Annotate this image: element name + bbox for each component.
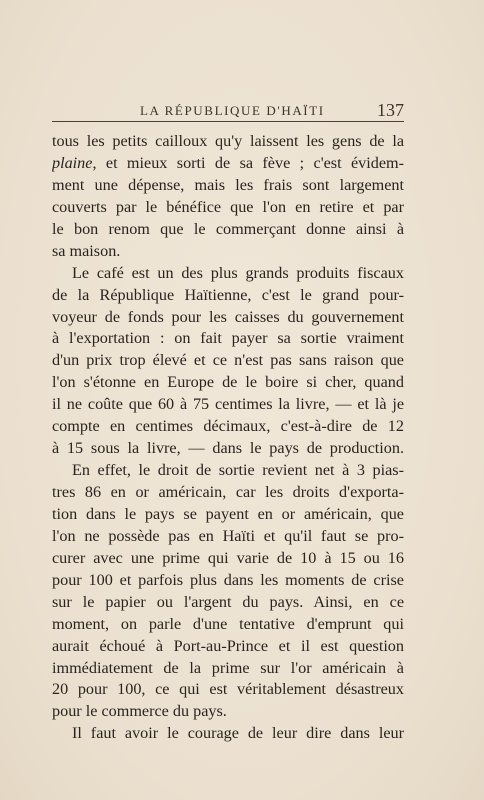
text-line <box>52 307 404 329</box>
text-segment: sur le papier ou l'argent du pays. Ainsi, en ce <box>52 592 404 611</box>
text-line <box>52 592 404 614</box>
text-segment: il ne coûte que 60 à 75 centimes la livre, — et là je <box>52 395 404 414</box>
text-segment: 20 pour 100, ce qui est véritablement désastreux <box>52 680 404 699</box>
text-line <box>52 197 404 219</box>
text-line <box>52 504 404 526</box>
text-line <box>52 263 404 285</box>
text-segment: sa maison. <box>52 241 121 260</box>
text-segment: de la République Haïtienne, c'est le grand pour- <box>52 285 404 304</box>
text-line <box>52 570 404 592</box>
text-segment: à l'exportation : on fait payer sa sortie vraiment <box>52 329 404 348</box>
text-line <box>52 526 404 548</box>
text-line <box>52 460 404 482</box>
text-line <box>52 701 404 723</box>
running-title: LA RÉPUBLIQUE D'HAÏTI <box>140 103 325 118</box>
text-line <box>52 372 404 394</box>
body-text <box>52 131 404 745</box>
text-line <box>52 153 404 175</box>
text-segment: , et mieux sorti de sa fève ; c'est évidem- <box>92 153 404 172</box>
text-line <box>52 328 404 350</box>
text-line <box>52 482 404 504</box>
text-line <box>52 679 404 701</box>
text-line <box>52 285 404 307</box>
text-line <box>52 175 404 197</box>
text-line <box>52 548 404 570</box>
text-line <box>52 131 404 153</box>
text-line <box>52 350 404 372</box>
text-segment: couverts par le bénéfice que l'on en retire et par <box>52 197 404 216</box>
text-segment: ment une dépense, mais les frais sont largement <box>52 175 404 194</box>
text-line <box>52 658 404 680</box>
text-segment: Le café est un des plus grands produits fiscaux <box>72 263 404 282</box>
text-line <box>52 241 404 263</box>
text-segment: l'on ne possède pas en Haïti et qu'il faut se pro- <box>52 526 404 545</box>
text-line <box>52 219 404 241</box>
text-segment: voyeur de fonds pour les caisses du gouvernement <box>52 307 404 326</box>
header-rule <box>52 121 404 122</box>
text-segment: l'on s'étonne en Europe de le boire si cher, quand <box>52 373 404 392</box>
text-segment: le bon renom que le commerçant donne ainsi à <box>52 219 404 238</box>
text-segment: compte en centimes décimaux, c'est-à-dire de 12 <box>52 417 404 436</box>
text-line <box>52 416 404 438</box>
text-segment: immédiatement de la prime sur l'or américain à <box>52 658 404 677</box>
text-segment: pour 100 et parfois plus dans les moments de crise <box>52 570 404 589</box>
text-line <box>52 394 404 416</box>
page-header <box>52 100 404 122</box>
text-segment: à 15 sous la livre, — dans le pays de production. <box>52 439 404 458</box>
text-line <box>52 636 404 658</box>
text-segment: d'un prix trop élevé et ce n'est pas sans raison que <box>52 351 404 370</box>
text-segment: tion dans le pays se payent en or américain, que <box>52 504 404 523</box>
text-segment: tres 86 en or américain, car les droits d'exporta- <box>52 483 404 501</box>
text-segment: En effet, le droit de sortie revient net à 3 pias- <box>72 461 404 480</box>
text-segment: Il faut avoir le courage de leur dire dans leur <box>72 724 404 743</box>
text-segment: tous les petits cailloux qu'y laissent les gens de la <box>52 132 404 150</box>
text-line <box>52 723 404 745</box>
text-line <box>52 438 404 460</box>
text-segment: pour le commerce du pays. <box>52 702 227 721</box>
page-number: 137 <box>377 100 404 120</box>
text-segment: aurait échoué à Port-au-Prince et il est question <box>52 636 404 655</box>
text-line <box>52 614 404 636</box>
text-segment: moment, on parle d'une tentative d'emprunt qui <box>52 614 404 633</box>
italic-word: plaine <box>52 153 93 172</box>
text-segment: curer avec une prime qui varie de 10 à 15 ou 16 <box>52 548 404 567</box>
